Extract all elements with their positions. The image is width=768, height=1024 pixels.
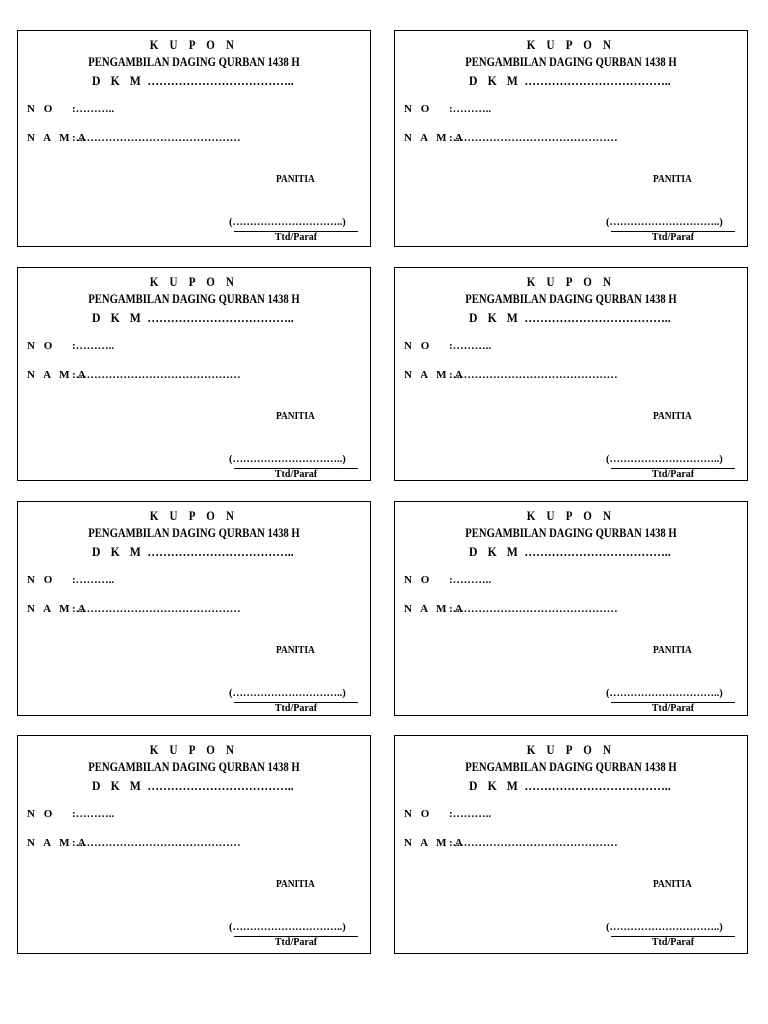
no-label: N O [27, 340, 56, 352]
panitia-label: PANITIA [276, 644, 315, 656]
nama-field: :……………………………………… [449, 603, 618, 615]
signature-caption: Ttd/Paraf [234, 231, 358, 243]
coupon-subtitle: PENGAMBILAN DAGING QURBAN 1438 H [88, 759, 300, 774]
coupon-title: K U P O N [526, 742, 616, 757]
coupon-title: K U P O N [526, 508, 616, 523]
coupon-card-5 [17, 501, 371, 716]
dkm-line [92, 779, 294, 792]
panitia-label: PANITIA [276, 410, 315, 422]
nama-field: :……………………………………… [449, 369, 618, 381]
no-field: :……….. [72, 574, 115, 586]
no-field: :……….. [449, 103, 492, 115]
dkm-line [92, 74, 294, 87]
dkm-dots: ……………………………….. [524, 778, 671, 793]
dkm-line [92, 545, 294, 558]
coupon-card-7 [17, 735, 371, 954]
coupon-card-2 [394, 30, 748, 247]
dkm-label: D K M [469, 778, 522, 793]
coupon-subtitle: PENGAMBILAN DAGING QURBAN 1438 H [465, 759, 677, 774]
signature-line: (…………………………..) [229, 687, 346, 699]
nama-label: N A M A [27, 603, 89, 615]
dkm-label: D K M [92, 310, 145, 325]
dkm-label: D K M [469, 544, 522, 559]
no-label: N O [404, 340, 433, 352]
coupon-title: K U P O N [526, 274, 616, 289]
nama-label: N A M A [27, 132, 89, 144]
dkm-dots: ……………………………….. [524, 544, 671, 559]
signature-caption: Ttd/Paraf [611, 936, 735, 948]
dkm-line [469, 545, 671, 558]
coupon-card-4 [394, 267, 748, 481]
panitia-label: PANITIA [276, 173, 315, 185]
dkm-dots: ……………………………….. [147, 73, 294, 88]
signature-caption: Ttd/Paraf [234, 936, 358, 948]
dkm-line [469, 311, 671, 324]
panitia-label: PANITIA [653, 410, 692, 422]
no-field: :……….. [72, 808, 115, 820]
coupon-subtitle: PENGAMBILAN DAGING QURBAN 1438 H [88, 525, 300, 540]
no-label: N O [27, 574, 56, 586]
dkm-dots: ……………………………….. [147, 310, 294, 325]
dkm-dots: ……………………………….. [524, 310, 671, 325]
dkm-dots: ……………………………….. [147, 544, 294, 559]
coupon-card-1 [17, 30, 371, 247]
signature-line: (…………………………..) [606, 921, 723, 933]
dkm-label: D K M [469, 73, 522, 88]
signature-caption: Ttd/Paraf [611, 231, 735, 243]
signature-line: (…………………………..) [229, 921, 346, 933]
signature-line: (…………………………..) [229, 216, 346, 228]
nama-field: :……………………………………… [449, 837, 618, 849]
panitia-label: PANITIA [276, 878, 315, 890]
coupon-title: K U P O N [526, 37, 616, 52]
no-label: N O [27, 103, 56, 115]
nama-label: N A M A [27, 837, 89, 849]
dkm-label: D K M [92, 544, 145, 559]
no-field: :……….. [449, 574, 492, 586]
coupon-title: K U P O N [149, 508, 239, 523]
coupon-subtitle: PENGAMBILAN DAGING QURBAN 1438 H [465, 54, 677, 69]
coupon-title: K U P O N [149, 742, 239, 757]
nama-field: :……………………………………… [72, 369, 241, 381]
nama-field: :……………………………………… [72, 132, 241, 144]
coupon-title: K U P O N [149, 37, 239, 52]
signature-line: (…………………………..) [606, 453, 723, 465]
panitia-label: PANITIA [653, 173, 692, 185]
nama-label: N A M A [404, 132, 466, 144]
dkm-label: D K M [469, 310, 522, 325]
no-field: :……….. [449, 808, 492, 820]
no-label: N O [404, 103, 433, 115]
nama-field: :……………………………………… [72, 837, 241, 849]
no-label: N O [404, 574, 433, 586]
coupon-card-6 [394, 501, 748, 716]
nama-label: N A M A [404, 603, 466, 615]
signature-line: (…………………………..) [606, 687, 723, 699]
nama-label: N A M A [27, 369, 89, 381]
coupon-subtitle: PENGAMBILAN DAGING QURBAN 1438 H [88, 291, 300, 306]
signature-caption: Ttd/Paraf [611, 702, 735, 714]
dkm-label: D K M [92, 778, 145, 793]
nama-field: :……………………………………… [72, 603, 241, 615]
dkm-dots: ……………………………….. [147, 778, 294, 793]
coupon-title: K U P O N [149, 274, 239, 289]
coupon-subtitle: PENGAMBILAN DAGING QURBAN 1438 H [88, 54, 300, 69]
no-label: N O [27, 808, 56, 820]
no-label: N O [404, 808, 433, 820]
dkm-label: D K M [92, 73, 145, 88]
signature-line: (…………………………..) [606, 216, 723, 228]
panitia-label: PANITIA [653, 644, 692, 656]
coupon-card-3 [17, 267, 371, 481]
panitia-label: PANITIA [653, 878, 692, 890]
coupon-card-8 [394, 735, 748, 954]
dkm-dots: ……………………………….. [524, 73, 671, 88]
no-field: :……….. [72, 340, 115, 352]
signature-caption: Ttd/Paraf [234, 702, 358, 714]
signature-caption: Ttd/Paraf [234, 468, 358, 480]
dkm-line [92, 311, 294, 324]
nama-label: N A M A [404, 837, 466, 849]
coupon-subtitle: PENGAMBILAN DAGING QURBAN 1438 H [465, 291, 677, 306]
nama-label: N A M A [404, 369, 466, 381]
no-field: :……….. [72, 103, 115, 115]
signature-caption: Ttd/Paraf [611, 468, 735, 480]
no-field: :……….. [449, 340, 492, 352]
signature-line: (…………………………..) [229, 453, 346, 465]
dkm-line [469, 779, 671, 792]
nama-field: :……………………………………… [449, 132, 618, 144]
coupon-subtitle: PENGAMBILAN DAGING QURBAN 1438 H [465, 525, 677, 540]
dkm-line [469, 74, 671, 87]
